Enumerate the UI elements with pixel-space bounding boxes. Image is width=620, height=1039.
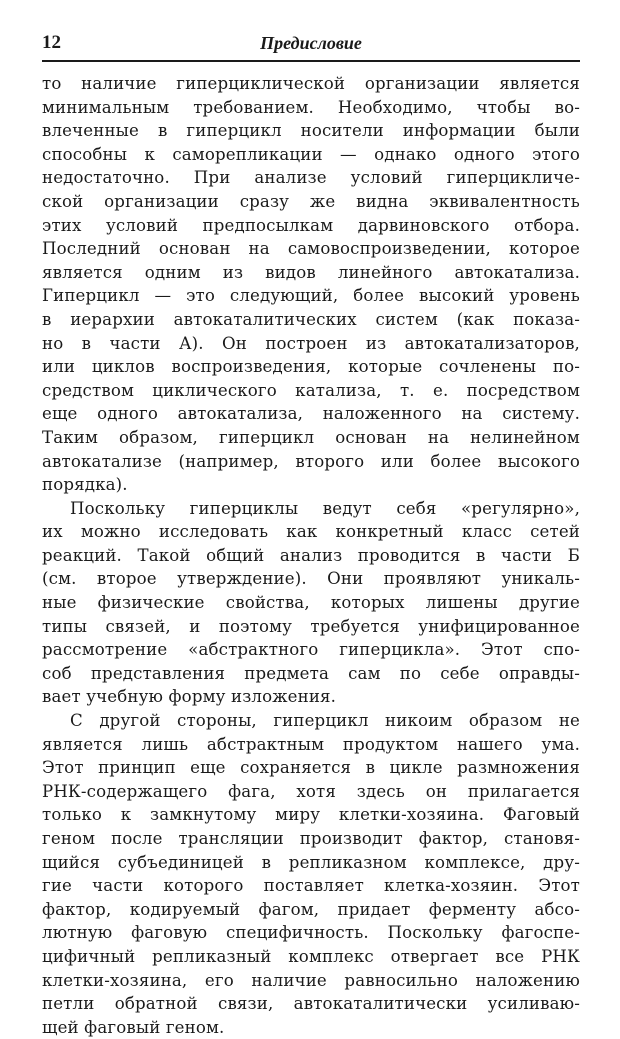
text-line: Поскольку гиперциклы ведут себя «регулярно», xyxy=(70,498,580,518)
text-line: этих условий предпосылкам дарвиновского отбора. xyxy=(42,215,580,235)
paragraph xyxy=(42,497,580,709)
text-line: ные физические свойства, которых лишены другие xyxy=(42,593,580,613)
text-line: только к замкнутому миру клетки-хозяина. Фаговый xyxy=(42,805,580,825)
text-line: Этот принцип еще сохраняется в цикле размножения xyxy=(42,758,580,778)
text-line: средством циклического катализа, т. е. посредством xyxy=(42,380,580,400)
book-page xyxy=(42,30,580,1039)
text-line: ской организации сразу же видна эквивалентность xyxy=(42,191,580,211)
text-line: является лишь абстрактным продуктом нашего ума. xyxy=(42,734,580,754)
text-line: то наличие гиперциклической организации является xyxy=(42,74,580,93)
text-line: РНК-содержащего фага, хотя здесь он прилагается xyxy=(42,781,580,801)
text-line: щийся субъединицей в репликазном комплексе, дру- xyxy=(42,852,580,872)
text-line: лютную фаговую специфичность. Поскольку фагоспе- xyxy=(42,923,580,943)
text-line: их можно исследовать как конкретный класс сетей xyxy=(42,522,580,542)
text-line: но в части А). Он построен из автокатализаторов, xyxy=(42,333,580,353)
text-line: влеченные в гиперцикл носители информации были xyxy=(42,121,580,141)
text-line: Гиперцикл — это следующий, более высокий уровень xyxy=(42,286,580,306)
text-line: цифичный репликазный комплекс отвергает все РНК xyxy=(42,946,580,966)
body-text xyxy=(42,72,580,1039)
text-line: способны к саморепликации — однако одного этого xyxy=(42,144,580,164)
page-number: 12 xyxy=(42,32,61,53)
text-line: минимальным требованием. Необходимо, чтобы во- xyxy=(42,97,580,117)
text-line: С другой стороны, гиперцикл никоим образом не xyxy=(70,711,580,731)
text-line: фактор, кодируемый фагом, придает ферменту абсо- xyxy=(42,899,580,919)
text-line: является одним из видов линейного автокатализа. xyxy=(42,262,580,282)
text-line: порядка). xyxy=(42,475,128,495)
text-line: соб представления предмета сам по себе оправды- xyxy=(42,663,580,683)
running-header xyxy=(42,30,580,62)
text-line: щей фаговый геном. xyxy=(42,1017,225,1037)
text-line: недостаточно. При анализе условий гиперцикличе- xyxy=(42,168,580,188)
text-line: (см. второе утверждение). Они проявляют уникаль- xyxy=(42,569,580,589)
text-line: в иерархии автокаталитических систем (как показа- xyxy=(42,309,580,329)
text-line: Таким образом, гиперцикл основан на нелинейном xyxy=(42,427,580,447)
text-line: типы связей, и поэтому требуется унифицированное xyxy=(42,616,580,636)
text-line: вает учебную форму изложения. xyxy=(42,687,337,707)
paragraph xyxy=(42,72,580,497)
text-line: реакций. Такой общий анализ проводится в части Б xyxy=(42,545,580,565)
text-line: Последний основан на самовоспроизведении, которое xyxy=(42,239,580,259)
text-line: гие части которого поставляет клетка-хозяин. Этот xyxy=(42,876,580,896)
text-line: клетки-хозяина, его наличие равносильно наложению xyxy=(42,970,580,990)
text-line: рассмотрение «абстрактного гиперцикла». Этот спо- xyxy=(42,640,580,660)
paragraph xyxy=(42,709,580,1039)
text-line: автокатализе (например, второго или более высокого xyxy=(42,451,580,471)
section-title: Предисловие xyxy=(260,33,362,53)
text-line: геном после трансляции производит фактор, становя- xyxy=(42,829,580,848)
text-line: или циклов воспроизведения, которые сочленены по- xyxy=(42,357,580,377)
text-line: еще одного автокатализа, наложенного на систему. xyxy=(42,404,580,424)
text-line: петли обратной связи, автокаталитически усиливаю- xyxy=(42,994,580,1014)
